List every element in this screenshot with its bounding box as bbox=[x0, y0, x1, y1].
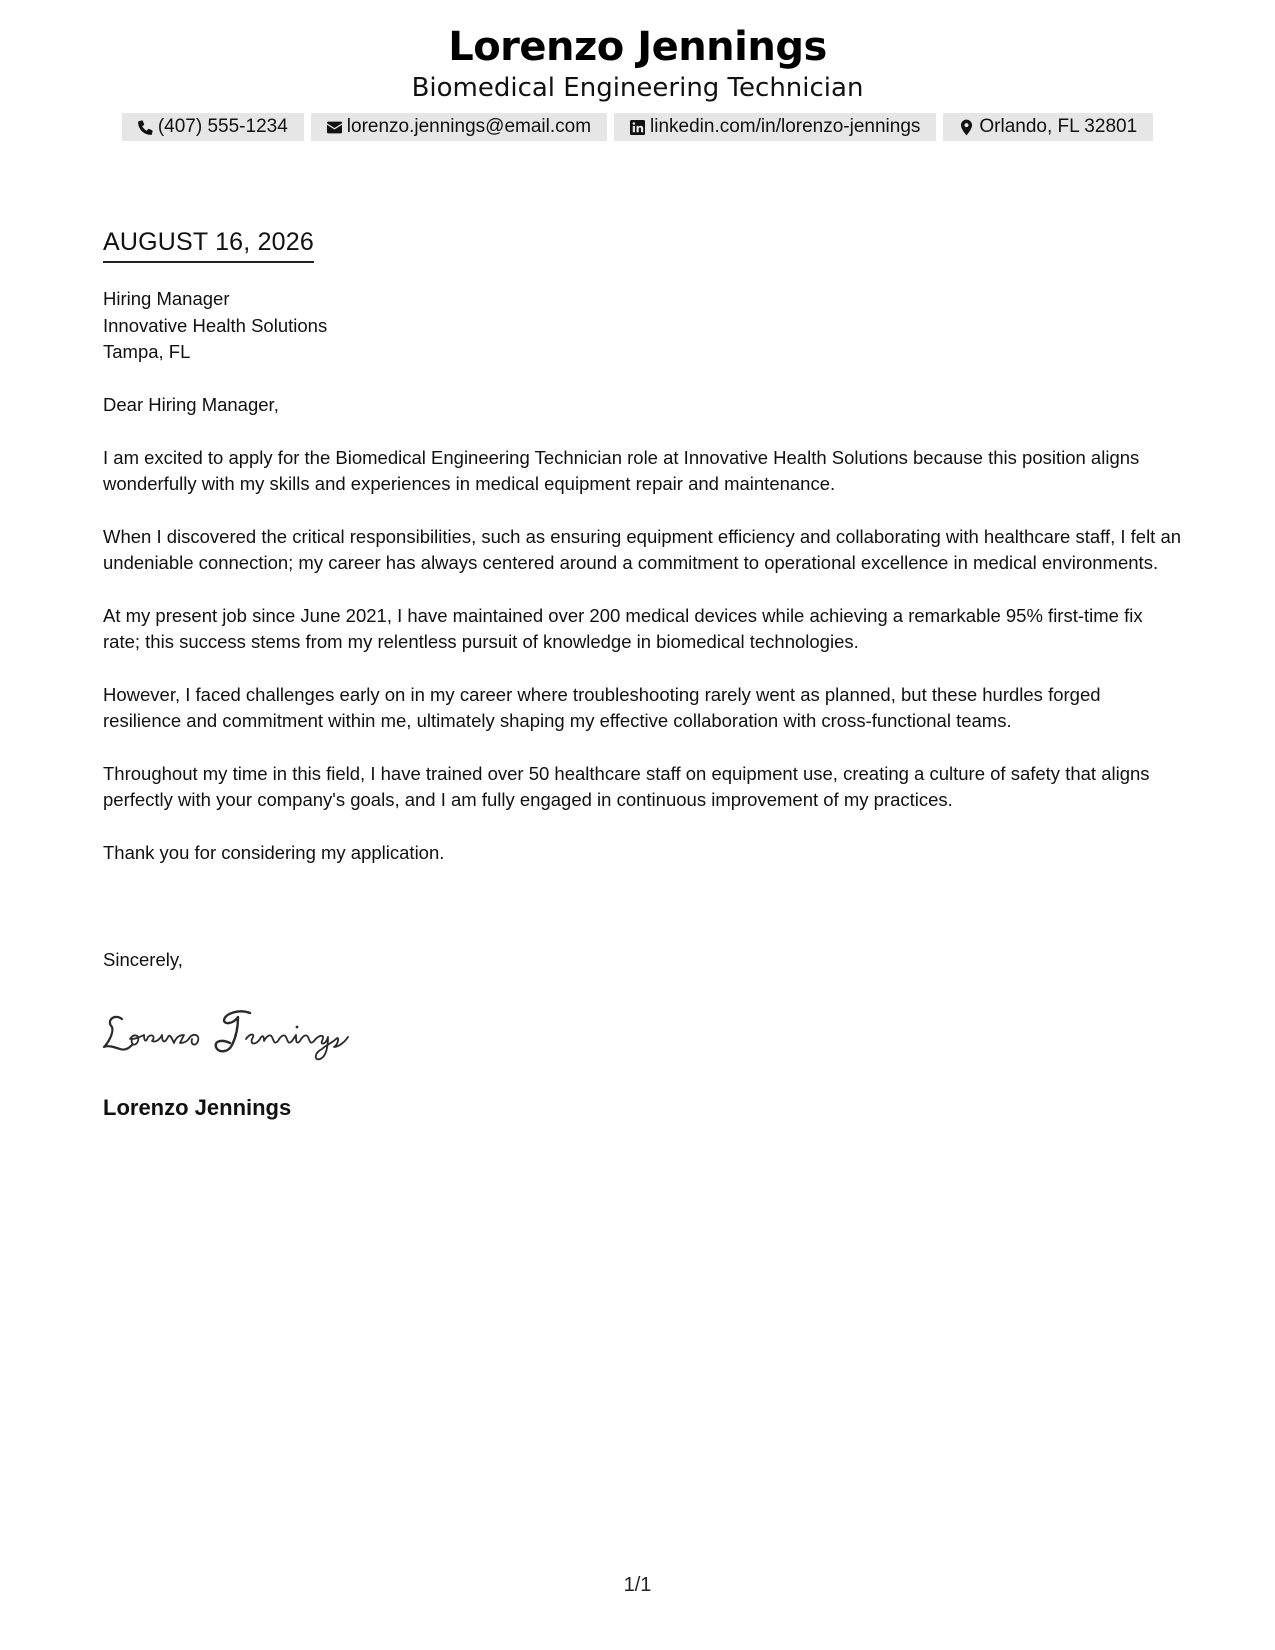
body-paragraph: Thank you for considering my application. bbox=[103, 841, 445, 863]
page-number: 1/1 bbox=[623, 1574, 652, 1596]
phone-text: (407) 555-1234 bbox=[157, 116, 288, 137]
contact-linkedin[interactable] bbox=[614, 113, 936, 141]
applicant-job-title: Biomedical Engineering Technician bbox=[411, 73, 864, 103]
letter-date: AUGUST 16, 2026 bbox=[103, 226, 314, 263]
contact-email[interactable] bbox=[311, 113, 607, 141]
linkedin-icon bbox=[628, 118, 647, 137]
recipient-location: Tampa, FL bbox=[103, 341, 191, 362]
contact-bar bbox=[0, 113, 1275, 141]
closing-text: Sincerely, bbox=[103, 949, 183, 970]
applicant-name: Lorenzo Jennings bbox=[448, 24, 827, 70]
recipient-block bbox=[103, 286, 327, 366]
body-paragraph: I am excited to apply for the Biomedical Engineering Technician role at Innovative Health Solutions because this position aligns wonderfully with my skills and experiences in medical equipment repair and maintenance. bbox=[103, 446, 1140, 494]
salutation: Dear Hiring Manager, bbox=[103, 394, 279, 415]
handwritten-signature bbox=[100, 1003, 370, 1070]
email-text: lorenzo.jennings@email.com bbox=[346, 116, 592, 137]
body-paragraph: However, I faced challenges early on in my career where troubleshooting rarely went as planned, but these hurdles forged resilience and commitment within me, ultimately shaping my effective collaboration with cross-functional teams. bbox=[103, 683, 1101, 731]
body-paragraph: At my present job since June 2021, I have maintained over 200 medical devices while achieving a remarkable 95% first-time fix rate; this success stems from my relentless pursuit of knowledge in biomedical technologies. bbox=[103, 604, 1143, 652]
contact-phone[interactable] bbox=[122, 113, 304, 141]
map-pin-icon bbox=[957, 118, 976, 137]
contact-location[interactable] bbox=[943, 113, 1153, 141]
recipient-title: Hiring Manager bbox=[103, 288, 230, 309]
envelope-icon bbox=[325, 118, 344, 137]
linkedin-text: linkedin.com/in/lorenzo-jennings bbox=[650, 116, 921, 137]
body-paragraph: When I discovered the critical responsibilities, such as ensuring equipment efficiency and collaborating with healthcare staff, I felt an undeniable connection; my career has always centered around a commitment to operational excellence in medical environments. bbox=[103, 525, 1182, 573]
phone-icon bbox=[136, 118, 155, 137]
signer-name: Lorenzo Jennings bbox=[103, 1095, 292, 1120]
letter-header bbox=[0, 22, 1275, 104]
location-text: Orlando, FL 32801 bbox=[979, 116, 1138, 137]
body-paragraph: Throughout my time in this field, I have trained over 50 healthcare staff on equipment use, creating a culture of safety that aligns perfectly with your company's goals, and I am fully engaged in continuous improvement of my practices. bbox=[103, 762, 1150, 810]
recipient-company: Innovative Health Solutions bbox=[103, 314, 328, 336]
letter-body bbox=[103, 392, 1183, 892]
